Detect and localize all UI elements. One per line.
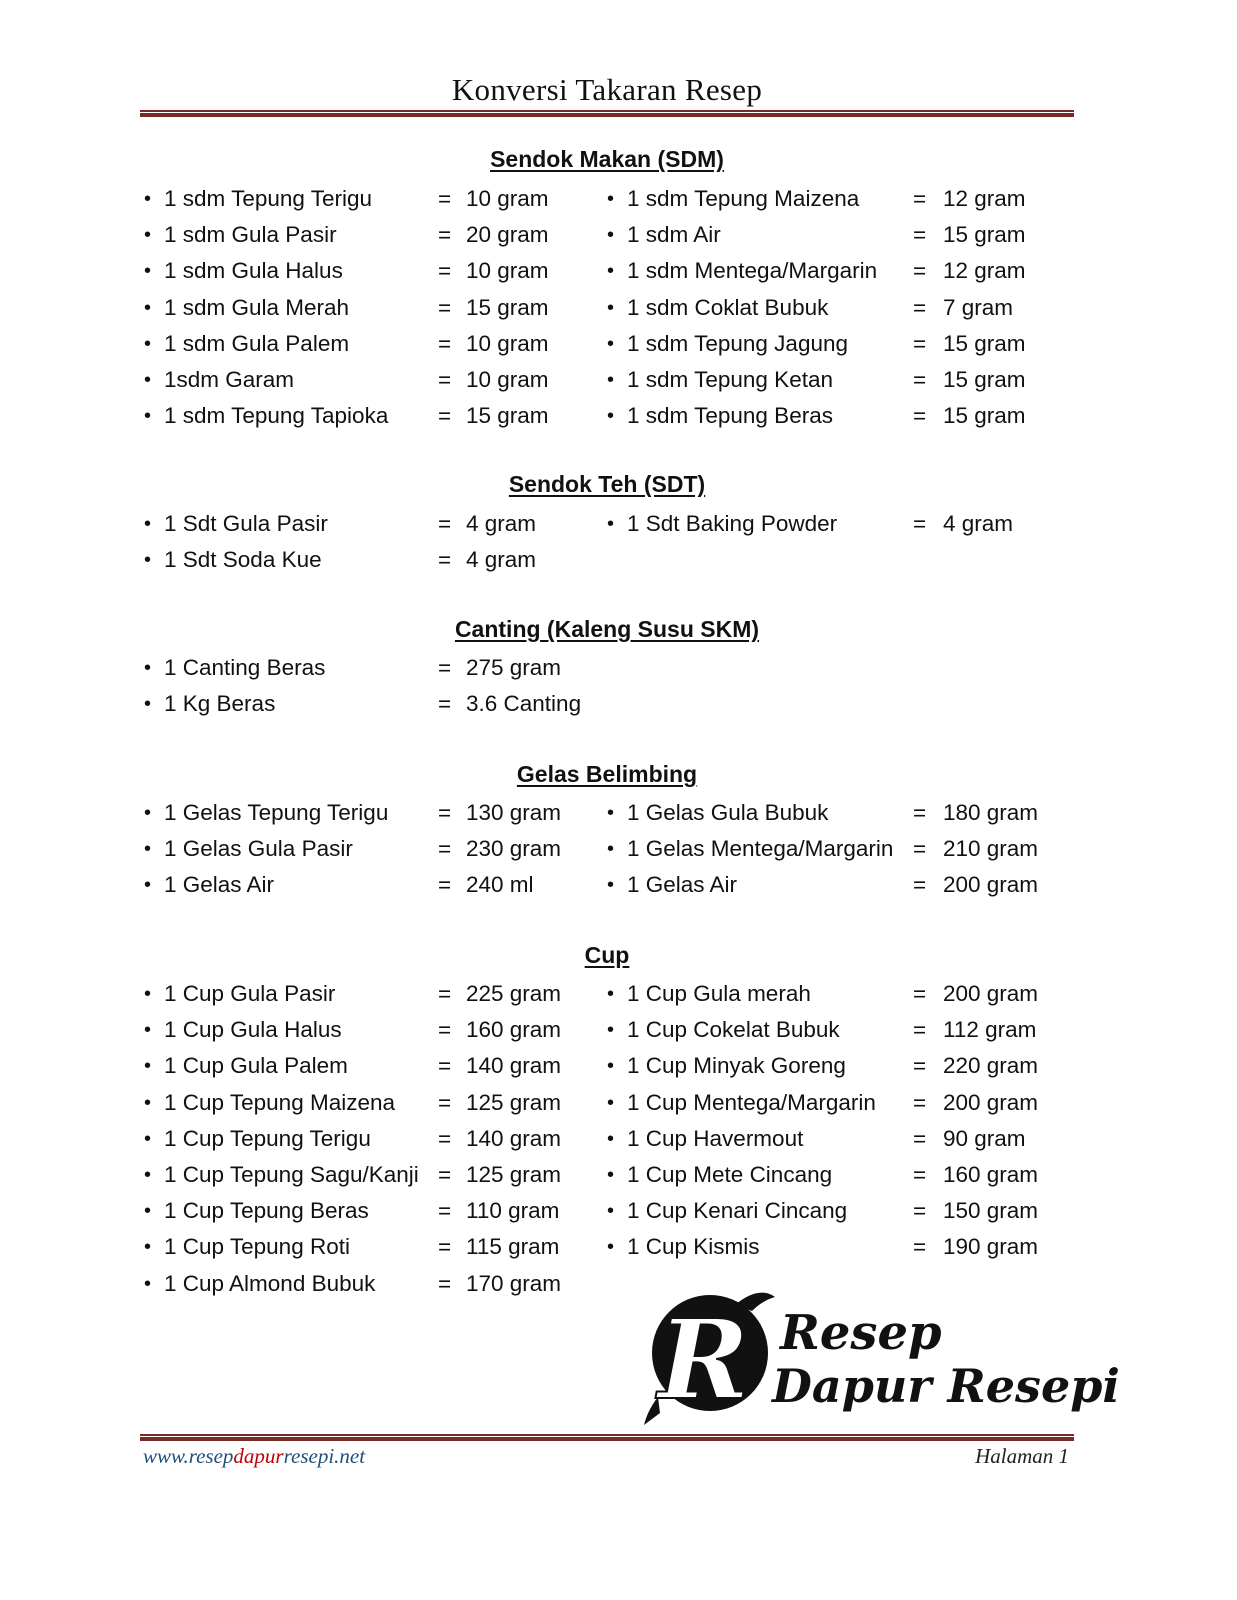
item-name: 1 sdm Gula Halus — [164, 258, 343, 284]
equals-sign: = — [438, 800, 452, 825]
equals-sign: = — [913, 1234, 927, 1260]
conversion-item — [607, 1121, 1067, 1157]
item-name: 1 Cup Tepung Terigu — [164, 1125, 371, 1151]
section-title-cup: Cup — [584, 942, 630, 968]
item-value: 10 gram — [466, 367, 549, 392]
bullet-icon: • — [607, 1164, 615, 1186]
bullet-icon: • — [144, 513, 152, 535]
bullet-icon: • — [607, 838, 615, 861]
item-name: 1 sdm Tepung Terigu — [164, 186, 373, 211]
item-value: 220 gram — [943, 1053, 1039, 1079]
conversion-item — [607, 976, 1067, 1012]
equals-sign: = — [913, 836, 927, 862]
page-number: Halaman 1 — [975, 1444, 1069, 1468]
item-name: 1 sdm Tepung Jagung — [627, 330, 849, 356]
item-name: 1 sdm Tepung Maizena — [627, 186, 860, 211]
conversion-item — [607, 831, 1067, 867]
item-name: 1 Cup Mete Cincang — [627, 1162, 833, 1187]
equals-sign: = — [913, 872, 927, 898]
resep-dapur-resepi-logo — [640, 1287, 1120, 1427]
bullet-icon: • — [144, 332, 152, 355]
section-title-canting: Canting (Kaleng Susu SKM) — [454, 616, 760, 642]
item-name: 1 Cup Almond Bubuk — [164, 1270, 376, 1296]
bullet-icon: • — [607, 405, 615, 428]
conversion-item — [144, 686, 604, 722]
url-part-1: www.resep — [143, 1444, 234, 1468]
item-name: 1sdm Garam — [164, 367, 295, 392]
item-value: 12 gram — [943, 186, 1026, 211]
item-value: 12 gram — [943, 258, 1026, 284]
item-value: 4 gram — [943, 511, 1014, 536]
logo-line-1: Resep — [780, 1305, 942, 1361]
footer-divider — [140, 1434, 1074, 1441]
conversion-item — [144, 831, 604, 867]
item-name: 1 Gelas Air — [164, 872, 275, 898]
bullet-icon: • — [144, 1164, 152, 1186]
bullet-icon: • — [144, 549, 152, 572]
conversion-item — [144, 217, 604, 253]
bullet-icon: • — [144, 874, 152, 897]
item-name: 1 sdm Tepung Beras — [627, 403, 833, 429]
bullet-icon: • — [607, 1200, 615, 1223]
bullet-icon: • — [144, 1091, 152, 1114]
equals-sign: = — [438, 1125, 452, 1151]
logo-line-2: Dapur Resepi — [772, 1359, 1120, 1413]
url-part-2: dapur — [233, 1444, 284, 1468]
url-part-3: resepi.net — [283, 1444, 366, 1468]
conversion-item — [144, 326, 604, 362]
bullet-icon: • — [607, 224, 615, 247]
equals-sign: = — [438, 1234, 452, 1260]
conversion-item — [144, 181, 604, 217]
item-value: 230 gram — [466, 836, 562, 862]
item-name: 1 sdm Mentega/Margarin — [627, 258, 878, 284]
conversion-item — [144, 1193, 604, 1229]
item-value: 160 gram — [466, 1017, 562, 1043]
conversion-item — [607, 506, 1067, 542]
conversion-item — [144, 1085, 604, 1121]
bullet-icon: • — [144, 983, 152, 1005]
equals-sign: = — [438, 403, 452, 429]
equals-sign: = — [913, 1017, 927, 1043]
equals-sign: = — [913, 1089, 927, 1115]
item-name: 1 Cup Tepung Maizena — [164, 1089, 395, 1115]
equals-sign: = — [438, 1089, 452, 1115]
conversion-item — [144, 650, 604, 686]
item-value: 130 gram — [466, 800, 562, 825]
conversion-item — [607, 1229, 1067, 1265]
bullet-icon: • — [144, 1236, 152, 1259]
bullet-icon: • — [607, 1236, 615, 1259]
item-value: 15 gram — [943, 403, 1026, 429]
equals-sign: = — [913, 1125, 927, 1151]
conversion-item — [607, 181, 1067, 217]
item-value: 150 gram — [943, 1198, 1039, 1224]
bullet-icon: • — [607, 802, 615, 824]
bullet-icon: • — [144, 1055, 152, 1078]
item-value: 90 gram — [943, 1125, 1026, 1151]
conversion-item — [144, 1048, 604, 1084]
conversion-item — [144, 976, 604, 1012]
item-value: 15 gram — [943, 330, 1026, 356]
equals-sign: = — [913, 800, 927, 825]
equals-sign: = — [438, 367, 452, 392]
equals-sign: = — [438, 511, 452, 536]
item-name: 1 Sdt Gula Pasir — [164, 511, 328, 536]
bullet-icon: • — [144, 802, 152, 824]
section-title-sdt: Sendok Teh (SDT) — [508, 471, 706, 497]
conversion-item — [144, 867, 604, 903]
item-value: 3.6 Canting — [466, 691, 582, 717]
item-name: 1 Gelas Tepung Terigu — [164, 800, 389, 825]
item-name: 1 Sdt Soda Kue — [164, 547, 322, 573]
conversion-item — [607, 1193, 1067, 1229]
item-value: 200 gram — [943, 872, 1039, 898]
conversion-item — [607, 1085, 1067, 1121]
item-value: 275 gram — [466, 655, 562, 680]
item-value: 110 gram — [466, 1198, 560, 1224]
equals-sign: = — [913, 511, 927, 536]
conversion-item — [607, 398, 1067, 434]
item-name: 1 sdm Tepung Ketan — [627, 367, 833, 392]
bullet-icon: • — [607, 260, 615, 283]
item-name: 1 Cup Gula Pasir — [164, 981, 336, 1006]
conversion-item — [607, 867, 1067, 903]
item-name: 1 Cup Gula Palem — [164, 1053, 348, 1079]
conversion-item — [144, 795, 604, 831]
conversion-item — [144, 1121, 604, 1157]
conversion-item — [607, 362, 1067, 398]
item-name: 1 Cup Gula Halus — [164, 1017, 342, 1043]
conversion-item — [607, 1157, 1067, 1193]
bullet-icon: • — [607, 1055, 615, 1078]
equals-sign: = — [438, 186, 452, 211]
item-value: 225 gram — [466, 981, 562, 1006]
bullet-icon: • — [607, 1019, 615, 1042]
item-value: 4 gram — [466, 547, 537, 573]
logo-letter: R — [658, 1295, 750, 1424]
item-value: 125 gram — [466, 1089, 562, 1115]
item-name: 1 Gelas Mentega/Margarin — [627, 836, 894, 862]
bullet-icon: • — [144, 657, 152, 679]
item-name: 1 Gelas Gula Bubuk — [627, 800, 829, 825]
conversion-item — [607, 326, 1067, 362]
item-name: 1 Cup Tepung Beras — [164, 1198, 369, 1224]
bullet-icon: • — [144, 296, 152, 319]
conversion-item — [607, 290, 1067, 326]
conversion-item — [607, 1048, 1067, 1084]
conversion-item — [144, 1157, 604, 1193]
item-name: 1 Gelas Air — [627, 872, 738, 898]
item-name: 1 sdm Gula Merah — [164, 294, 350, 320]
equals-sign: = — [913, 1198, 927, 1224]
item-value: 190 gram — [943, 1234, 1039, 1260]
bullet-icon: • — [607, 188, 615, 210]
item-value: 170 gram — [466, 1270, 562, 1296]
bullet-icon: • — [144, 693, 152, 716]
item-name: 1 Cup Tepung Sagu/Kanji — [164, 1162, 419, 1187]
equals-sign: = — [913, 1053, 927, 1079]
section-title-sdm: Sendok Makan (SDM) — [490, 146, 724, 172]
bullet-icon: • — [607, 1091, 615, 1114]
equals-sign: = — [913, 1162, 927, 1187]
conversion-item — [607, 253, 1067, 289]
item-value: 210 gram — [943, 836, 1039, 862]
equals-sign: = — [913, 222, 927, 248]
footer-website-link[interactable] — [143, 1444, 365, 1469]
item-value: 140 gram — [466, 1053, 562, 1079]
equals-sign: = — [438, 1270, 452, 1296]
item-value: 4 gram — [466, 511, 537, 536]
equals-sign: = — [913, 981, 927, 1006]
equals-sign: = — [913, 294, 927, 320]
equals-sign: = — [438, 294, 452, 320]
equals-sign: = — [438, 836, 452, 862]
item-value: 200 gram — [943, 1089, 1039, 1115]
item-name: 1 Canting Beras — [164, 655, 326, 680]
item-value: 240 ml — [466, 872, 534, 898]
item-value: 7 gram — [943, 294, 1014, 320]
equals-sign: = — [438, 691, 452, 717]
bullet-icon: • — [144, 1272, 152, 1295]
item-value: 115 gram — [466, 1234, 560, 1260]
item-value: 140 gram — [466, 1125, 562, 1151]
item-value: 10 gram — [466, 330, 549, 356]
item-value: 180 gram — [943, 800, 1039, 825]
equals-sign: = — [438, 258, 452, 284]
item-value: 160 gram — [943, 1162, 1039, 1187]
equals-sign: = — [438, 1162, 452, 1187]
bullet-icon: • — [607, 1127, 615, 1150]
bullet-icon: • — [607, 296, 615, 319]
equals-sign: = — [438, 1198, 452, 1224]
conversion-item — [144, 398, 604, 434]
item-value: 20 gram — [466, 222, 549, 248]
equals-sign: = — [913, 403, 927, 429]
conversion-item — [144, 290, 604, 326]
equals-sign: = — [438, 655, 452, 680]
bullet-icon: • — [144, 369, 152, 391]
conversion-item — [607, 217, 1067, 253]
bullet-icon: • — [144, 1019, 152, 1042]
item-name: 1 Sdt Baking Powder — [627, 511, 838, 536]
bullet-icon: • — [607, 369, 615, 391]
conversion-item — [144, 1229, 604, 1265]
equals-sign: = — [438, 1017, 452, 1043]
item-name: 1 Kg Beras — [164, 691, 276, 717]
equals-sign: = — [913, 367, 927, 392]
equals-sign: = — [438, 222, 452, 248]
item-name: 1 Cup Tepung Roti — [164, 1234, 350, 1260]
item-value: 10 gram — [466, 258, 549, 284]
header-divider — [140, 110, 1074, 117]
conversion-item — [607, 795, 1067, 831]
conversion-item — [144, 542, 604, 578]
equals-sign: = — [913, 330, 927, 356]
item-value: 112 gram — [943, 1017, 1037, 1043]
bullet-icon: • — [607, 332, 615, 355]
item-value: 125 gram — [466, 1162, 562, 1187]
conversion-item — [144, 253, 604, 289]
item-value: 15 gram — [943, 222, 1026, 248]
item-value: 15 gram — [943, 367, 1026, 392]
item-name: 1 Gelas Gula Pasir — [164, 836, 353, 862]
bullet-icon: • — [144, 405, 152, 428]
conversion-item — [144, 1012, 604, 1048]
item-value: 200 gram — [943, 981, 1039, 1006]
item-value: 15 gram — [466, 403, 549, 429]
bullet-icon: • — [144, 188, 152, 210]
conversion-item — [144, 506, 604, 542]
item-value: 10 gram — [466, 186, 549, 211]
equals-sign: = — [438, 547, 452, 573]
bullet-icon: • — [144, 1127, 152, 1150]
item-name: 1 Cup Kismis — [627, 1234, 760, 1260]
bullet-icon: • — [144, 838, 152, 861]
bullet-icon: • — [144, 224, 152, 247]
item-name: 1 Cup Minyak Goreng — [627, 1053, 846, 1079]
item-name: 1 sdm Gula Palem — [164, 330, 350, 356]
item-name: 1 Cup Cokelat Bubuk — [627, 1017, 840, 1043]
item-name: 1 Cup Gula merah — [627, 981, 811, 1006]
conversion-item — [607, 1012, 1067, 1048]
bullet-icon: • — [607, 874, 615, 897]
conversion-item — [144, 1266, 604, 1302]
bullet-icon: • — [144, 1200, 152, 1223]
item-value: 15 gram — [466, 294, 549, 320]
page-title: Konversi Takaran Resep — [451, 72, 763, 107]
bullet-icon: • — [607, 513, 615, 535]
equals-sign: = — [913, 186, 927, 211]
item-name: 1 sdm Coklat Bubuk — [627, 294, 829, 320]
equals-sign: = — [438, 1053, 452, 1079]
bullet-icon: • — [144, 260, 152, 283]
item-name: 1 sdm Tepung Tapioka — [164, 403, 389, 429]
item-name: 1 sdm Gula Pasir — [164, 222, 337, 248]
item-name: 1 sdm Air — [627, 222, 721, 248]
conversion-item — [144, 362, 604, 398]
item-name: 1 Cup Kenari Cincang — [627, 1198, 848, 1224]
equals-sign: = — [438, 981, 452, 1006]
item-name: 1 Cup Havermout — [627, 1125, 804, 1151]
section-title-gelas: Gelas Belimbing — [516, 761, 698, 787]
bullet-icon: • — [607, 983, 615, 1005]
item-name: 1 Cup Mentega/Margarin — [627, 1089, 876, 1115]
equals-sign: = — [438, 330, 452, 356]
equals-sign: = — [438, 872, 452, 898]
equals-sign: = — [913, 258, 927, 284]
